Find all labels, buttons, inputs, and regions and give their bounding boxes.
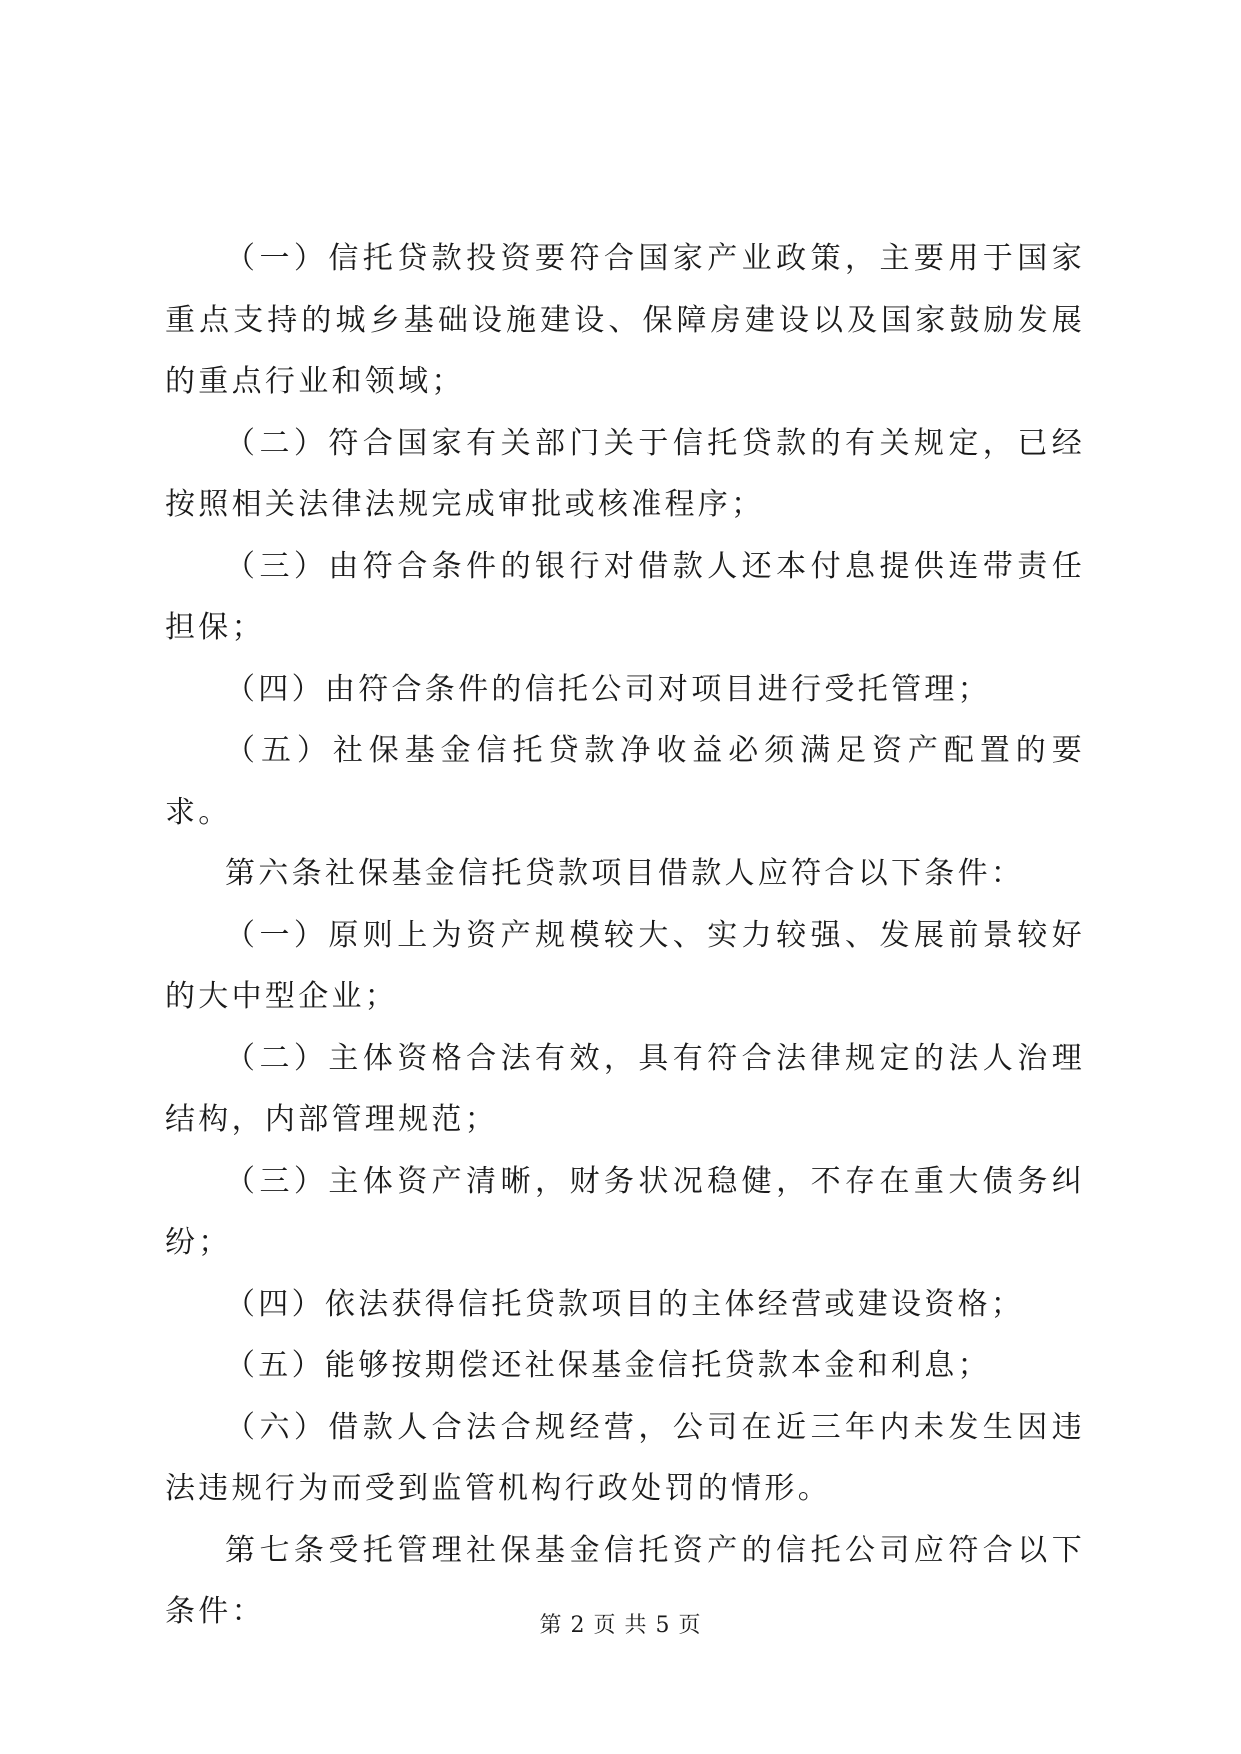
paragraph: （四）由符合条件的信托公司对项目进行受托管理；: [225, 671, 991, 707]
paragraph: （五）社保基金信托贷款净收益必须满足资产配置的要求。: [165, 733, 1085, 830]
paragraph: 第六条社保基金信托贷款项目借款人应符合以下条件：: [225, 856, 1025, 891]
paragraph: （三）主体资产清晰，财务状况稳健，不存在重大债务纠纷；: [165, 1163, 1085, 1260]
paragraph: （三）由符合条件的银行对借款人还本付息提供连带责任担保；: [165, 548, 1085, 645]
paragraph: （六）借款人合法合规经营，公司在近三年内未发生因违法违规行为而受到监管机构行政处罚的情形。: [165, 1409, 1085, 1506]
paragraph: （四）依法获得信托贷款项目的主体经营或建设资格；: [225, 1286, 1025, 1322]
paragraph: （二）主体资格合法有效，具有符合法律规定的法人治理结构，内部管理规范；: [165, 1040, 1085, 1137]
paragraph: （一）原则上为资产规模较大、实力较强、发展前景较好的大中型企业；: [165, 917, 1085, 1014]
paragraph: （二）符合国家有关部门关于信托贷款的有关规定，已经按照相关法律法规完成审批或核准程序；: [165, 425, 1085, 522]
paragraph: （五）能够按期偿还社保基金信托贷款本金和利息；: [225, 1348, 991, 1383]
paragraph: 第七条受托管理社保基金信托资产的信托公司应符合以下条件：: [165, 1532, 1085, 1629]
document-body: [165, 228, 1085, 1643]
paragraph: （一）信托贷款投资要符合国家产业政策，主要用于国家重点支持的城乡基础设施建设、保障房建设以及国家鼓励发展的重点行业和领域；: [165, 241, 1085, 399]
page-number-footer: 第 2 页 共 5 页: [539, 1613, 702, 1638]
